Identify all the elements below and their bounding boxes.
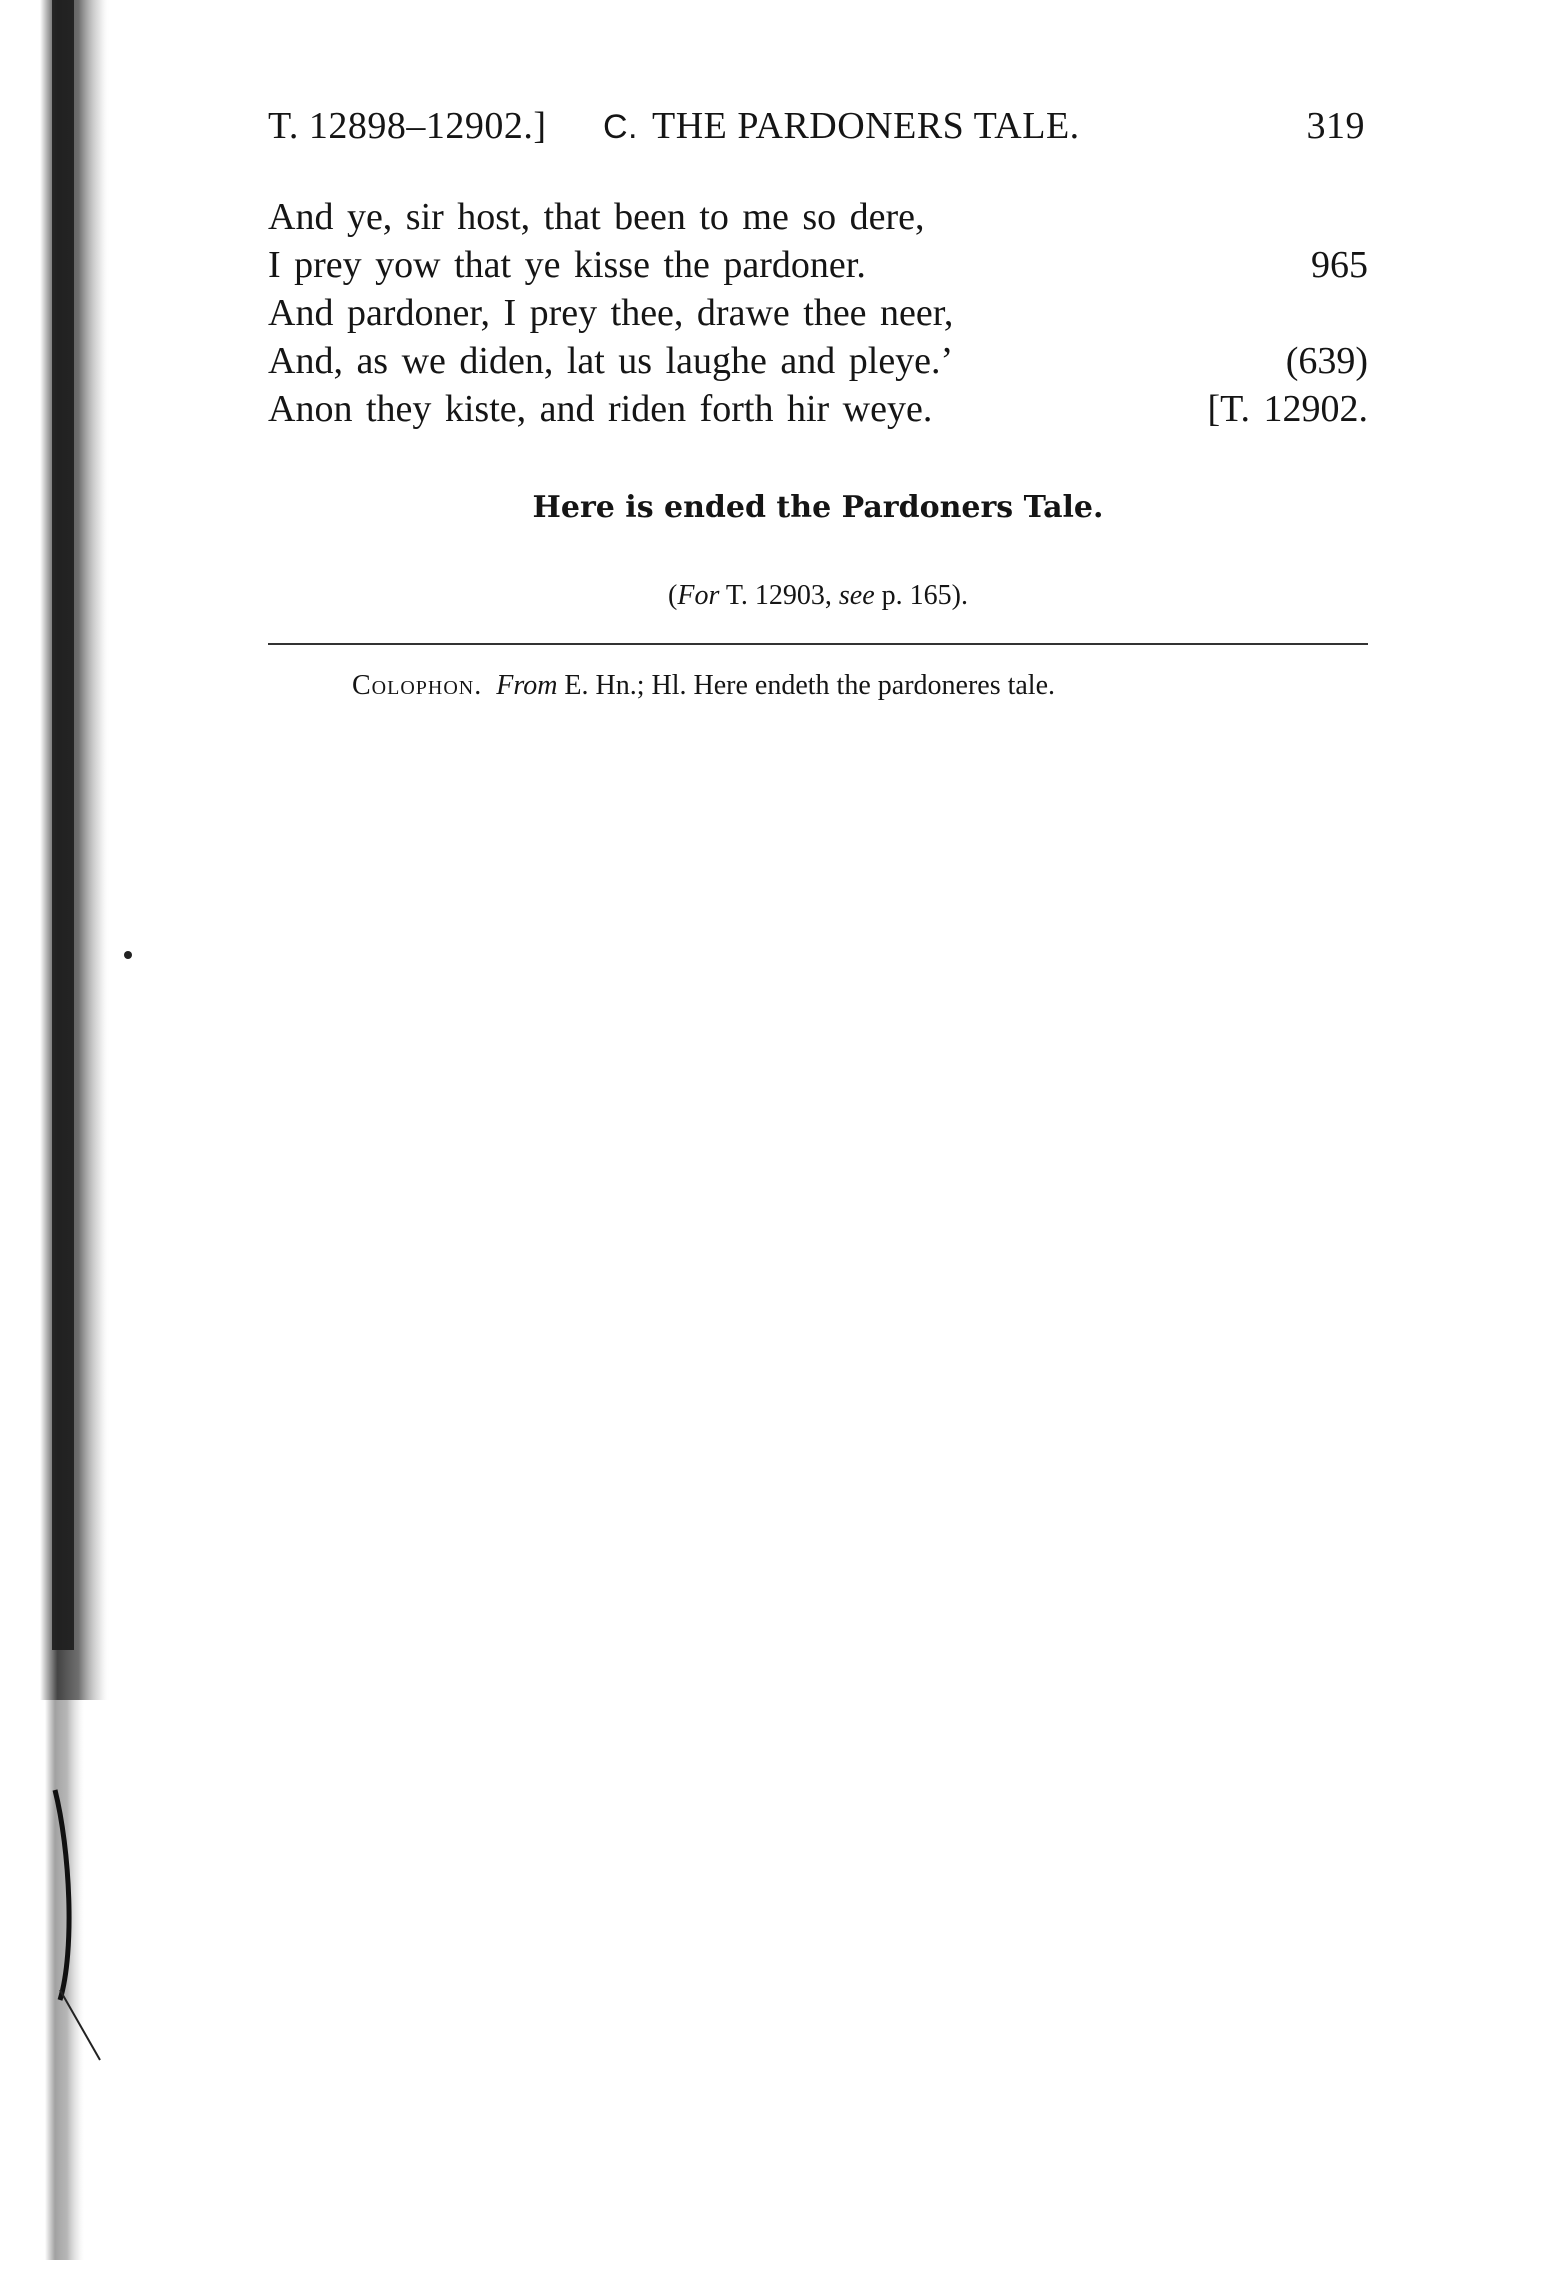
section-letter: C. (603, 108, 638, 146)
tale-title: THE PARDONERS TALE. (652, 105, 1080, 147)
colophon-label: Colophon. (352, 670, 483, 701)
tale-end-heading: Here is ended the Pardoners Tale. (532, 490, 1104, 525)
verse-text: Anon they kiste, and riden forth hir weye. (268, 388, 933, 430)
scanned-binding-shadow (0, 0, 135, 2269)
verse-text: I prey yow that ye kisse the pardoner. (268, 244, 866, 286)
verse-text: And, as we diden, lat us laughe and pleye.’ (268, 340, 954, 382)
line-range: T. 12898–12902.] (268, 105, 547, 147)
page-number: 319 (1306, 105, 1365, 147)
running-title (603, 104, 1080, 148)
line-number: 965 (1311, 244, 1368, 286)
verse-text: And pardoner, I prey thee, drawe thee neer, (268, 292, 954, 334)
verse-line (268, 337, 1368, 385)
line-number: [T. 12902. (1207, 388, 1368, 430)
verse-line (268, 193, 1368, 241)
running-header (268, 104, 1365, 156)
verse-line (268, 241, 1368, 289)
colophon-text: E. Hn.; Hl. Here endeth the pardoneres tale. (557, 670, 1056, 701)
footnote-divider (268, 643, 1368, 645)
line-number: (639) (1285, 340, 1368, 382)
verse-line (268, 289, 1368, 337)
verse-line (268, 385, 1368, 433)
colophon-from: From (496, 670, 558, 701)
verse-text: And ye, sir host, that been to me so dere, (268, 196, 925, 238)
verse-block (268, 193, 1368, 433)
cross-reference: (For T. 12903, see p. 165). (668, 580, 968, 611)
colophon-note (352, 670, 1055, 702)
